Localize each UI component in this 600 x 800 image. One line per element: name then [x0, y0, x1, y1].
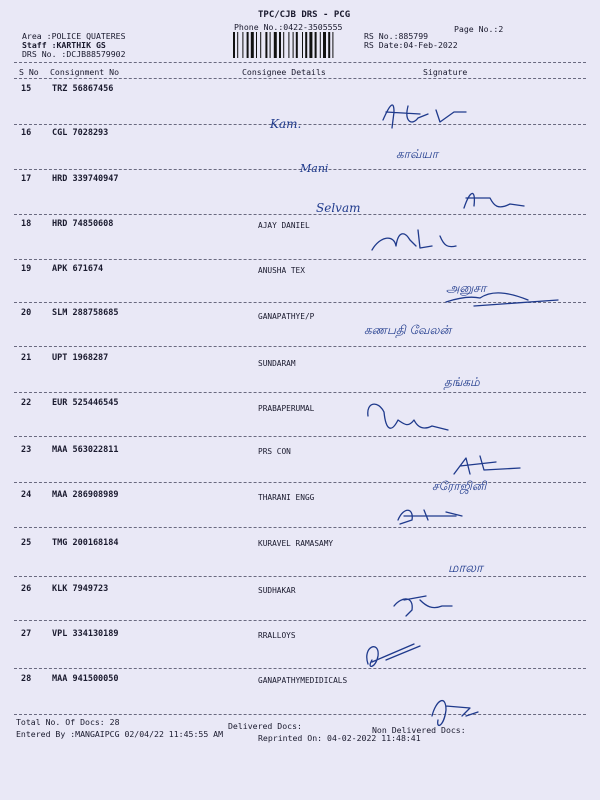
- list-item: [0, 670, 600, 724]
- row-sno: 18: [21, 219, 32, 229]
- entered-by: Entered By :MANGAIPCG 02/04/22 11:45:55 AM: [16, 729, 224, 739]
- handwritten-thangam: தங்கம்: [444, 375, 480, 389]
- row-sno: 26: [21, 584, 32, 594]
- row-consignee: SUNDARAM: [258, 359, 296, 368]
- barcode-bar: [320, 32, 321, 58]
- barcode-bar: [288, 32, 289, 58]
- handwritten-kavitha: காவ்யா: [396, 147, 438, 161]
- row-sno: 22: [21, 398, 32, 408]
- row-consignment: KLK 7949723: [52, 584, 109, 594]
- barcode-bar: [256, 32, 257, 58]
- row-divider: [14, 576, 586, 577]
- barcode-bar: [315, 32, 317, 58]
- row-consignment: SLM 288758685: [52, 308, 119, 318]
- row-consignment: TMG 200168184: [52, 538, 119, 548]
- row-sno: 24: [21, 490, 32, 500]
- barcode-bar: [302, 32, 303, 58]
- barcode-bar: [332, 32, 333, 58]
- row-divider: [14, 620, 586, 621]
- row-sno: 28: [21, 674, 32, 684]
- row-consignment: HRD 74850608: [52, 219, 114, 229]
- handwritten-mani: Mani: [300, 162, 329, 175]
- barcode-bar: [260, 32, 261, 58]
- barcode: [232, 32, 358, 58]
- row-consignee: AJAY DANIEL: [258, 221, 310, 230]
- barcode-bar: [305, 32, 307, 58]
- delivered-docs: Delivered Docs:: [228, 721, 302, 731]
- row-consignment: CGL 7028293: [52, 128, 109, 138]
- row-sno: 23: [21, 445, 32, 455]
- row-consignment: TRZ 56867456: [52, 84, 114, 94]
- row-divider: [14, 346, 586, 347]
- row-sno: 25: [21, 538, 32, 548]
- handwritten-selvam: Selvam: [316, 201, 361, 215]
- handwritten-ganapathy: கணபதி வேலன்: [364, 323, 452, 337]
- row-sno: 19: [21, 264, 32, 274]
- row-consignment: EUR 525446545: [52, 398, 119, 408]
- page-number: Page No.:2: [454, 24, 504, 34]
- column-header-consignment: Consignment No: [50, 67, 120, 77]
- row-divider: [14, 714, 586, 715]
- header-rule-top: [14, 62, 586, 63]
- row-consignee: GANAPATHYE/P: [258, 312, 315, 321]
- row-sno: 16: [21, 128, 32, 138]
- row-sno: 15: [21, 84, 32, 94]
- row-consignment: VPL 334130189: [52, 629, 119, 639]
- row-sno: 20: [21, 308, 32, 318]
- drs-number: DRS No. :DCJB88579902: [22, 49, 126, 59]
- barcode-bar: [279, 32, 281, 58]
- barcode-bar: [323, 32, 326, 58]
- row-consignment: MAA 563022811: [52, 445, 119, 455]
- area-label: Area :POLICE QUATERES: [22, 31, 126, 41]
- phone-number: Phone No.:0422-3505555: [234, 22, 343, 32]
- barcode-bar: [309, 32, 312, 58]
- row-consignee: THARANI ENGG: [258, 493, 315, 502]
- row-consignee: GANAPATHYMEDIDICALS: [258, 676, 348, 685]
- row-divider: [14, 527, 586, 528]
- row-divider: [14, 392, 586, 393]
- handwritten-anusha: அனுசா: [446, 281, 487, 295]
- barcode-bar: [274, 32, 277, 58]
- row-consignment: APK 671674: [52, 264, 104, 274]
- row-consignee: ANUSHA TEX: [258, 266, 305, 275]
- barcode-bar: [270, 32, 271, 58]
- row-sno: 27: [21, 629, 32, 639]
- barcode-bar: [237, 32, 238, 58]
- row-consignment: MAA 286908989: [52, 490, 119, 500]
- row-consignee: PRS CON: [258, 447, 291, 456]
- barcode-bar: [233, 32, 235, 58]
- row-divider: [14, 668, 586, 669]
- row-divider: [14, 482, 586, 483]
- barcode-bar: [328, 32, 330, 58]
- row-sno: 17: [21, 174, 32, 184]
- row-divider: [14, 436, 586, 437]
- column-header-consignee: Consignee Details: [242, 67, 326, 77]
- non-delivered-docs: Non Delivered Docs:: [372, 725, 466, 735]
- barcode-bar: [296, 32, 298, 58]
- report-title: TPC/CJB DRS - PCG: [258, 10, 351, 20]
- barcode-bar: [283, 32, 284, 58]
- column-header-sno: S No: [19, 67, 39, 77]
- reprinted-on: Reprinted On: 04-02-2022 11:48:41: [258, 733, 421, 743]
- row-sno: 21: [21, 353, 32, 363]
- total-docs: Total No. Of Docs: 28: [16, 717, 120, 727]
- staff-label: Staff :KARTHIK GS: [22, 40, 106, 50]
- row-divider: [14, 302, 586, 303]
- handwritten-mala: மாலா: [448, 561, 483, 576]
- column-header-signature: Signature: [423, 67, 468, 77]
- handwritten-sarojini: சரோஜினி: [432, 479, 487, 493]
- barcode-bar: [251, 32, 254, 58]
- row-consignee: RRALLOYS: [258, 631, 296, 640]
- barcode-bar: [265, 32, 267, 58]
- list-item: [0, 394, 600, 448]
- list-item: [0, 486, 600, 540]
- handwritten-kam: Kam.: [270, 117, 302, 131]
- row-consignee: PRABAPERUMAL: [258, 404, 315, 413]
- barcode-bar: [242, 32, 243, 58]
- rs-date: RS Date:04-Feb-2022: [364, 40, 458, 50]
- barcode-bar: [293, 32, 294, 58]
- header-rule-bottom: [14, 78, 586, 79]
- row-consignment: MAA 941500050: [52, 674, 119, 684]
- row-consignee: SUDHAKAR: [258, 586, 296, 595]
- rs-number: RS No.:885799: [364, 31, 429, 41]
- barcode-bar: [247, 32, 249, 58]
- row-consignment: HRD 339740947: [52, 174, 119, 184]
- row-consignment: UPT 1968287: [52, 353, 109, 363]
- row-consignee: KURAVEL RAMASAMY: [258, 539, 334, 548]
